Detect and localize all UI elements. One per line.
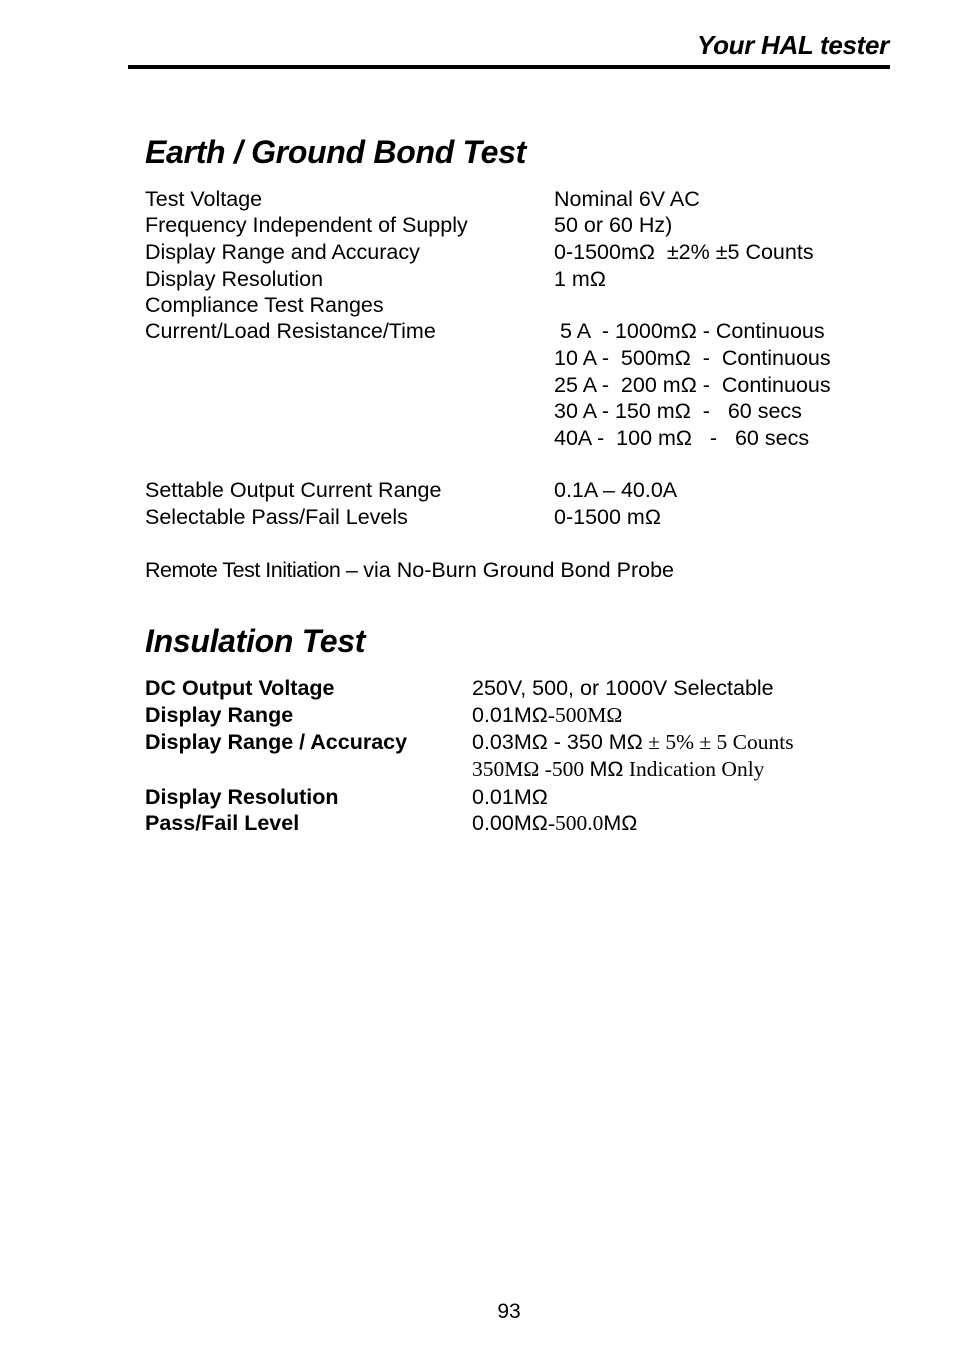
spec-value: 25 A - 200 mΩ - Continuous	[554, 373, 831, 397]
spec-value-part: Indication Only	[623, 757, 765, 781]
spec-value-part: ± 5% ± 5 Counts	[642, 730, 794, 754]
spec-label: Display Range and Accuracy	[145, 240, 420, 264]
spec-label: Frequency Independent of Supply	[145, 213, 468, 237]
running-header-title: Your HAL tester	[697, 30, 889, 60]
spec-value-part: 0.03MΩ - 350 MΩ	[472, 730, 643, 754]
spec-value: 50 or 60 Hz)	[554, 213, 673, 237]
spec-label: Display Range / Accuracy	[145, 730, 408, 754]
spec-value	[472, 756, 764, 782]
spec-label: Settable Output Current Range	[145, 478, 442, 502]
spec-value: Nominal 6V AC	[554, 187, 700, 211]
spec-value: 0.01MΩ	[472, 785, 548, 809]
spec-label: DC Output Voltage	[145, 676, 335, 700]
spec-label: Current/Load Resistance/Time	[145, 319, 436, 343]
spec-label: Selectable Pass/Fail Levels	[145, 505, 408, 529]
spec-value	[472, 729, 794, 755]
earth-bond-section-title: Earth / Ground Bond Test	[145, 134, 526, 170]
spec-value: 0-1500mΩ ±2% ±5 Counts	[554, 240, 814, 264]
spec-value: 0.1A – 40.0A	[554, 478, 678, 502]
header-rule	[128, 65, 890, 69]
remote-test-initiation	[145, 557, 674, 583]
spec-value-part: MΩ	[603, 811, 638, 835]
spec-label: Display Range	[145, 703, 294, 727]
spec-value-part: -500.0	[547, 811, 604, 835]
spec-value-part: MΩ	[589, 757, 624, 781]
spec-value	[472, 810, 637, 836]
spec-value-part: 0.01MΩ	[472, 703, 548, 727]
spec-value-part: -500MΩ	[547, 703, 623, 727]
spec-value: 40A - 100 mΩ - 60 secs	[554, 426, 810, 450]
spec-value: 5 A - 1000mΩ - Continuous	[554, 319, 825, 343]
spec-value: 1 mΩ	[554, 267, 606, 291]
spec-value: 10 A - 500mΩ - Continuous	[554, 346, 831, 370]
spec-value: 250V, 500, or 1000V Selectable	[472, 676, 774, 700]
remote-test-text: via No-Burn Ground Bond Probe	[357, 558, 674, 582]
spec-label: Display Resolution	[145, 267, 324, 291]
spec-label: Pass/Fail Level	[145, 811, 300, 835]
spec-value-part: 350MΩ -500	[472, 757, 590, 781]
insulation-section-title: Insulation Test	[145, 623, 366, 659]
spec-value: 30 A - 150 mΩ - 60 secs	[554, 399, 802, 423]
spec-value-part: 0.00MΩ	[472, 811, 548, 835]
remote-test-label: Remote Test Initiation –	[145, 558, 358, 582]
spec-label: Display Resolution	[145, 785, 339, 809]
spec-value: 0-1500 mΩ	[554, 505, 661, 529]
spec-label: Compliance Test Ranges	[145, 293, 384, 317]
spec-value	[472, 702, 622, 728]
spec-label: Test Voltage	[145, 187, 263, 211]
page-number: 93	[497, 1300, 521, 1323]
